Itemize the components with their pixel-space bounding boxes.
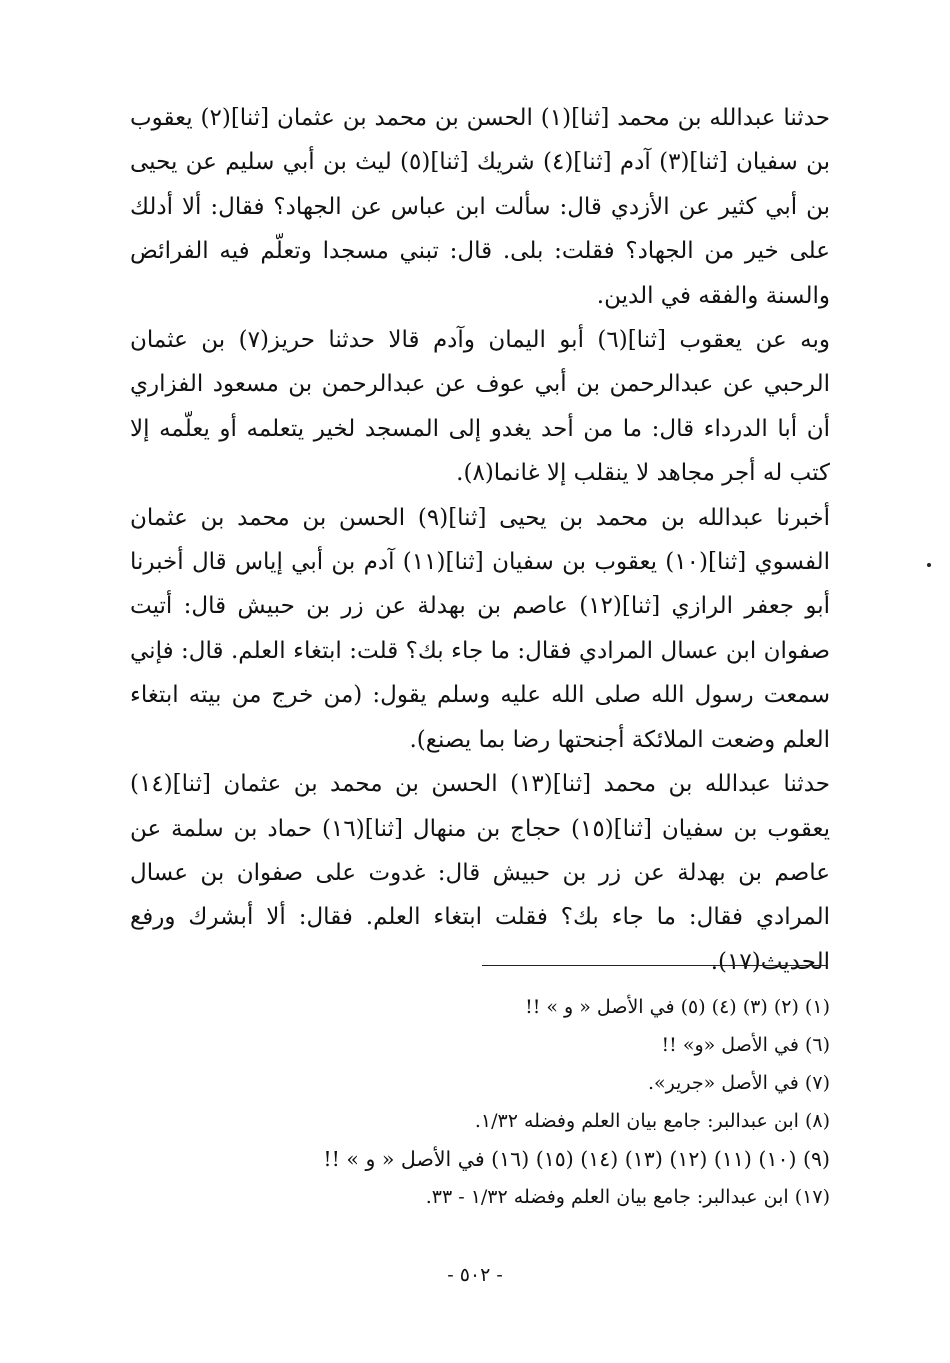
paragraph-2: وبه عن يعقوب [ثنا](٦) أبو اليمان وآدم قالا حدثنا حريز(٧) بن عثمان الرحبي عن عبدالرحمن بن أبي عوف عن عبدالرحمن بن مسعود الفزاري أن أبا الدرداء قال: ما من أحد يغدو إلى المسجد لخير يتعلمه أو يعلّمه إلا كتب له أجر مجاهد لا ينقلب إلا غانما(٨). <box>130 327 830 487</box>
footnote-6: (٦) في الأصل «و» !! <box>661 1034 830 1056</box>
footnote-separator <box>482 965 827 966</box>
footnote-9-16: (٩) (١٠) (١١) (١٢) (١٣) (١٤) (١٥) (١٦) في الأصل « و » !! <box>323 1147 830 1171</box>
paragraph-1: حدثنا عبدالله بن محمد [ثنا](١) الحسن بن محمد بن عثمان [ثنا](٢) يعقوب بن سفيان [ثنا](٣) آدم [ثنا](٤) شريك [ثنا](٥) ليث بن أبي سليم عن يحيى بن أبي كثير عن الأزدي قال: سألت ابن عباس عن الجهاد؟ فقال: ألا أدلك على خير من الجهاد؟ فقلت: بلى. قال: تبني مسجدا وتعلّم فيه الفرائض والسنة والفقه في الدين. <box>130 105 830 309</box>
footnote-8: (٨) ابن عبدالبر: جامع بيان العلم وفضله ١/٣٢. <box>474 1110 830 1132</box>
main-text <box>130 96 830 984</box>
page-number: - ٥٠٢ - <box>447 1264 503 1286</box>
footnote-7: (٧) في الأصل «جرير». <box>647 1072 830 1094</box>
margin-dot <box>927 563 931 567</box>
footnotes <box>130 988 830 1216</box>
footnote-17: (١٧) ابن عبدالبر: جامع بيان العلم وفضله ١/٣٢ - ٣٣. <box>425 1186 830 1208</box>
footnote-1-5: (١) (٢) (٣) (٤) (٥) في الأصل « و » !! <box>525 996 830 1018</box>
paragraph-3: أخبرنا عبدالله بن محمد بن يحيى [ثنا](٩) الحسن بن محمد بن عثمان الفسوي [ثنا](١٠) يعقوب بن سفيان [ثنا](١١) آدم بن أبي إياس قال أخبرنا أبو جعفر الرازي [ثنا](١٢) عاصم بن بهدلة عن زر بن حبيش قال: أتيت صفوان ابن عسال المرادي فقال: ما جاء بك؟ قلت: ابتغاء العلم. قال: فإني سمعت رسول الله صلى الله عليه وسلم يقول: (من خرج من بيته ابتغاء العلم وضعت الملائكة أجنحتها رضا بما يصنع). <box>130 504 831 753</box>
paragraph-4: حدثنا عبدالله بن محمد [ثنا](١٣) الحسن بن محمد بن عثمان [ثنا](١٤) يعقوب بن سفيان [ثنا](١٥) حجاج بن منهال [ثنا](١٦) حماد بن سلمة عن عاصم بن بهدلة عن زر بن حبيش قال: غدوت على صفوان بن عسال المرادي فقال: ما جاء بك؟ فقلت ابتغاء العلم. فقال: ألا أبشرك ورفع الحديث(١٧). <box>130 771 830 975</box>
